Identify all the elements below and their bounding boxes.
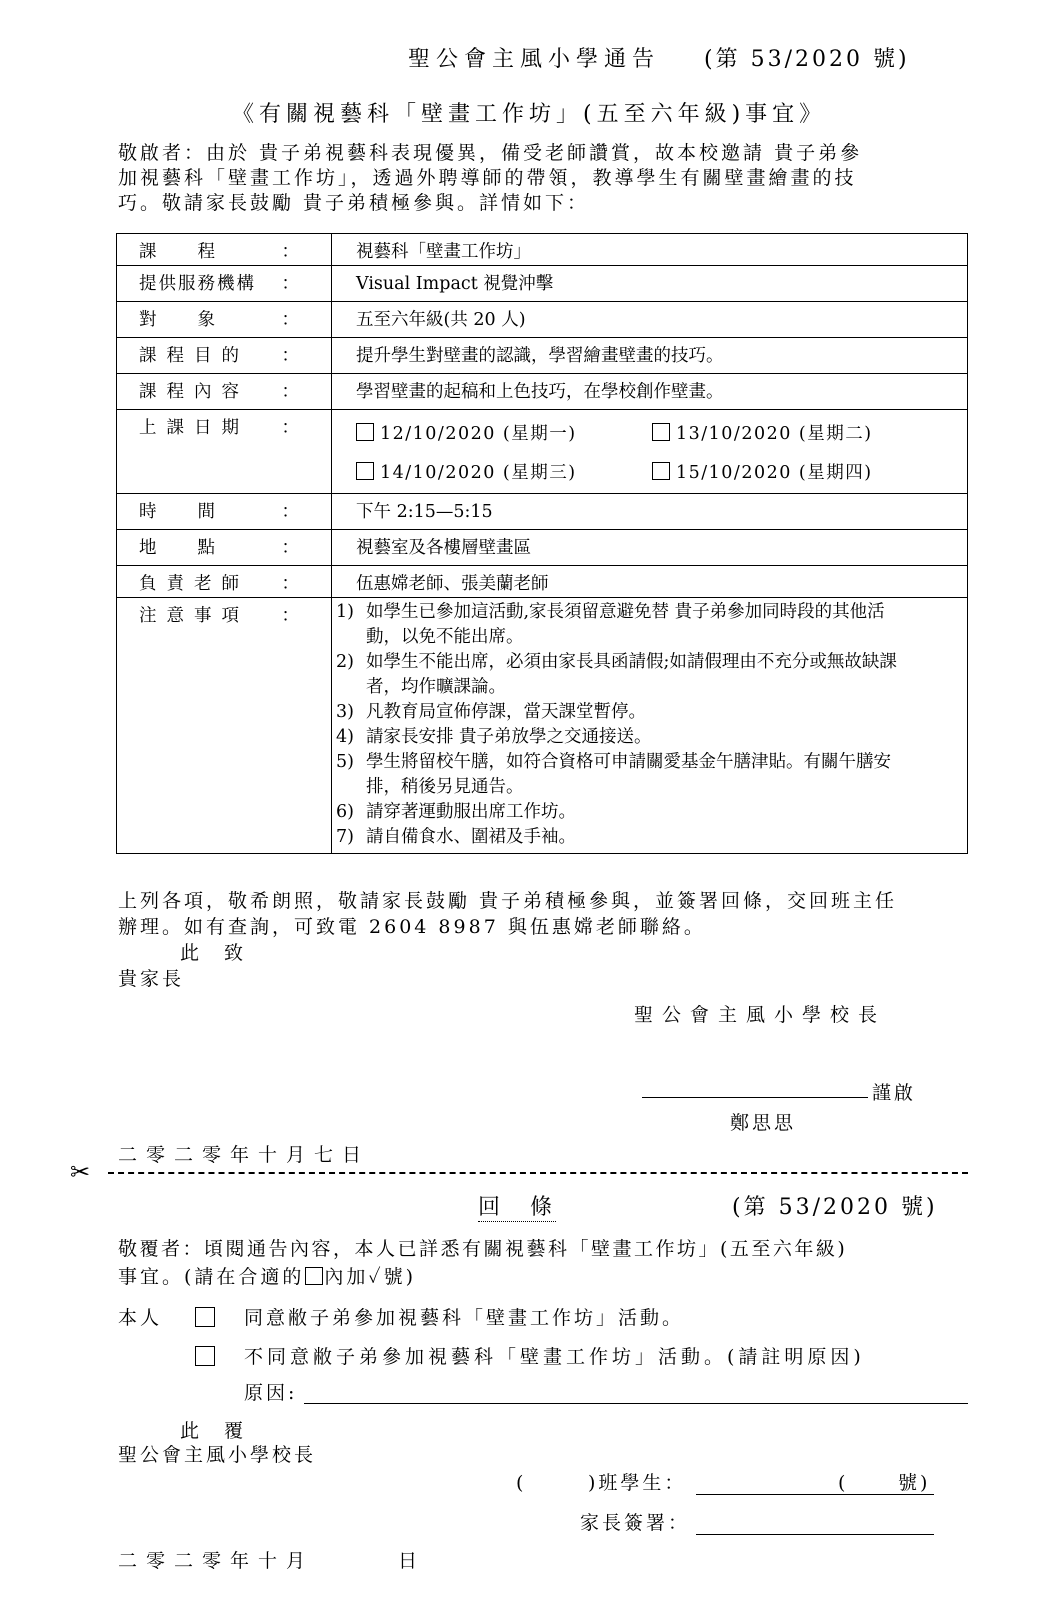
checkbox[interactable] [356, 423, 374, 441]
parent-sign-label: 家長簽署： [580, 1512, 691, 1534]
intro-line-1: 敬啟者：由於 貴子弟視藝科表現優異，備受老師讚賞，故本校邀請 貴子弟參 [118, 142, 863, 164]
row-place [117, 530, 968, 566]
colon: ： [281, 574, 301, 594]
date-label: 12/10/2020 (星期一) [380, 424, 577, 444]
reply-line-2-text: 內加✓號) [324, 1266, 417, 1288]
reply-line-2 [118, 1264, 416, 1291]
row-dates [117, 410, 968, 494]
row-course [117, 234, 968, 266]
no-close: 號) [898, 1472, 931, 1494]
agree-checkbox[interactable] [195, 1307, 215, 1327]
row-notes [117, 598, 968, 854]
intro-line-2: 加視藝科「壁畫工作坊」，透過外聘導師的帶領，教導學生有關壁畫繪畫的技 [118, 167, 857, 189]
checkbox-sample [305, 1267, 323, 1285]
list-item: 1) 如學生已參加這活動,家長須留意避免替 貴子弟參加同時段的其他活 動，以免不能出席。 [336, 602, 885, 647]
dates-row-2 [356, 459, 967, 484]
closing-line-1: 上列各項，敬希朗照，敬請家長鼓勵 貴子弟積極參與，並簽署回條，交回班主任 [118, 890, 898, 912]
date-label: 15/10/2020 (星期四) [676, 463, 873, 483]
colon: ： [281, 382, 301, 402]
colon: ： [281, 274, 301, 294]
colon: ： [281, 346, 301, 366]
colon: ： [281, 606, 301, 626]
course-label: 課 程 [139, 242, 217, 262]
date-label: 13/10/2020 (星期二) [676, 424, 873, 444]
notes-list [336, 600, 967, 850]
content-value: 學習壁畫的起稿和上色技巧，在學校創作壁畫。 [332, 374, 968, 410]
checkbox[interactable] [356, 462, 374, 480]
ci-fu: 此 覆 [180, 1420, 247, 1442]
reason-label: 原因: [244, 1382, 298, 1404]
purpose-value: 提升學生對壁畫的認識，學習繪畫壁畫的技巧。 [332, 338, 968, 374]
reply-title: 回 條 [478, 1190, 556, 1222]
principal-name: 鄭思思 [730, 1112, 797, 1134]
list-item: 5) 學生將留校午膳，如符合資格可申請關愛基金午膳津貼。有關午膳安 排，稍後另見通告。 [336, 752, 891, 797]
teacher-value: 伍惠嫦老師、張美蘭老師 [332, 566, 968, 598]
dates-row-1 [356, 420, 967, 445]
no-open: ( [838, 1472, 849, 1494]
reply-date: 二零二零年十月 日 [118, 1550, 427, 1572]
place-label: 地 點 [139, 538, 217, 558]
reason-field[interactable] [304, 1403, 968, 1404]
principal-signature-line [642, 1097, 868, 1098]
list-item: 7) 請自備食水、圍裙及手袖。 [336, 827, 576, 847]
purpose-label: 課程目的 [139, 346, 249, 366]
reply-number: (第 53/2020 號) [732, 1195, 938, 1220]
checkbox[interactable] [652, 423, 670, 441]
parent-signature-field[interactable] [696, 1534, 934, 1535]
row-provider [117, 266, 968, 302]
content-label: 課程內容 [139, 382, 249, 402]
list-item: 6) 請穿著運動服出席工作坊。 [336, 802, 576, 822]
date-label: 14/10/2020 (星期三) [380, 463, 577, 483]
notice-number: (第 53/2020 號) [704, 47, 910, 72]
row-time [117, 494, 968, 530]
notes-label: 注意事項 [139, 606, 249, 626]
dates-label: 上課日期 [139, 418, 249, 438]
ben-ren: 本人 [118, 1307, 163, 1329]
row-purpose [117, 338, 968, 374]
row-content [117, 374, 968, 410]
time-value: 下午 2:15—5:15 [332, 494, 968, 530]
ci-zhi: 此 致 [180, 942, 247, 964]
colon: ： [281, 418, 301, 438]
reply-school: 聖公會主風小學校長 [118, 1444, 317, 1466]
reply-line-1: 敬覆者：頃閱通告內容，本人已詳悉有關視藝科「壁畫工作坊」(五至六年級) [118, 1238, 848, 1260]
colon: ： [281, 310, 301, 330]
reply-line-2-text: 事宜。(請在合適的 [118, 1266, 305, 1288]
target-label: 對 象 [139, 310, 217, 330]
agree-label: 同意敝子弟參加視藝科「壁畫工作坊」活動。 [244, 1307, 685, 1329]
scissors-icon: ✂ [70, 1158, 91, 1186]
jin-qi: 謹啟 [872, 1082, 917, 1104]
list-item: 3) 凡教育局宣佈停課，當天課堂暫停。 [336, 702, 646, 722]
teacher-label: 負責老師 [139, 574, 249, 594]
class-open: ( [516, 1472, 527, 1494]
colon: ： [281, 242, 301, 262]
row-teacher [117, 566, 968, 598]
addressee: 貴家長 [118, 968, 185, 990]
provider-value: Visual Impact 視覺沖擊 [332, 266, 968, 302]
course-value: 視藝科「壁畫工作坊」 [332, 234, 968, 266]
details-table [116, 233, 968, 854]
row-target [117, 302, 968, 338]
checkbox[interactable] [652, 462, 670, 480]
list-item: 4) 請家長安排 貴子弟放學之交通接送。 [336, 727, 652, 747]
disagree-label: 不同意敝子弟參加視藝科「壁畫工作坊」活動。(請註明原因) [244, 1346, 865, 1368]
date-option[interactable] [356, 459, 652, 484]
time-label: 時 間 [139, 502, 217, 522]
closing-line-2: 辦理。如有查詢，可致電 2604 8987 與伍惠嫦老師聯絡。 [118, 916, 706, 938]
date-option[interactable] [652, 420, 948, 445]
provider-label: 提供服務機構 [139, 274, 256, 294]
notice-date: 二零二零年十月七日 [118, 1144, 371, 1166]
disagree-checkbox[interactable] [195, 1346, 215, 1366]
place-value: 視藝室及各樓層壁畫區 [332, 530, 968, 566]
principal-title: 聖公會主風小學校長 [634, 1004, 887, 1026]
colon: ： [281, 538, 301, 558]
class-label: )班學生： [588, 1472, 687, 1494]
date-option[interactable] [652, 459, 948, 484]
cut-line [108, 1172, 968, 1174]
target-value: 五至六年級(共 20 人) [332, 302, 968, 338]
intro-line-3: 巧。敬請家長鼓勵 貴子弟積極參與。詳情如下： [118, 192, 590, 214]
notice-subject: 《有關視藝科「壁畫工作坊」(五至六年級)事宜》 [232, 102, 827, 127]
date-option[interactable] [356, 420, 652, 445]
colon: ： [281, 502, 301, 522]
notice-title: 聖公會主風小學通告 [408, 47, 661, 72]
list-item: 2) 如學生不能出席，必須由家長具函請假;如請假理由不充分或無故缺課 者，均作曠課論。 [336, 652, 897, 697]
